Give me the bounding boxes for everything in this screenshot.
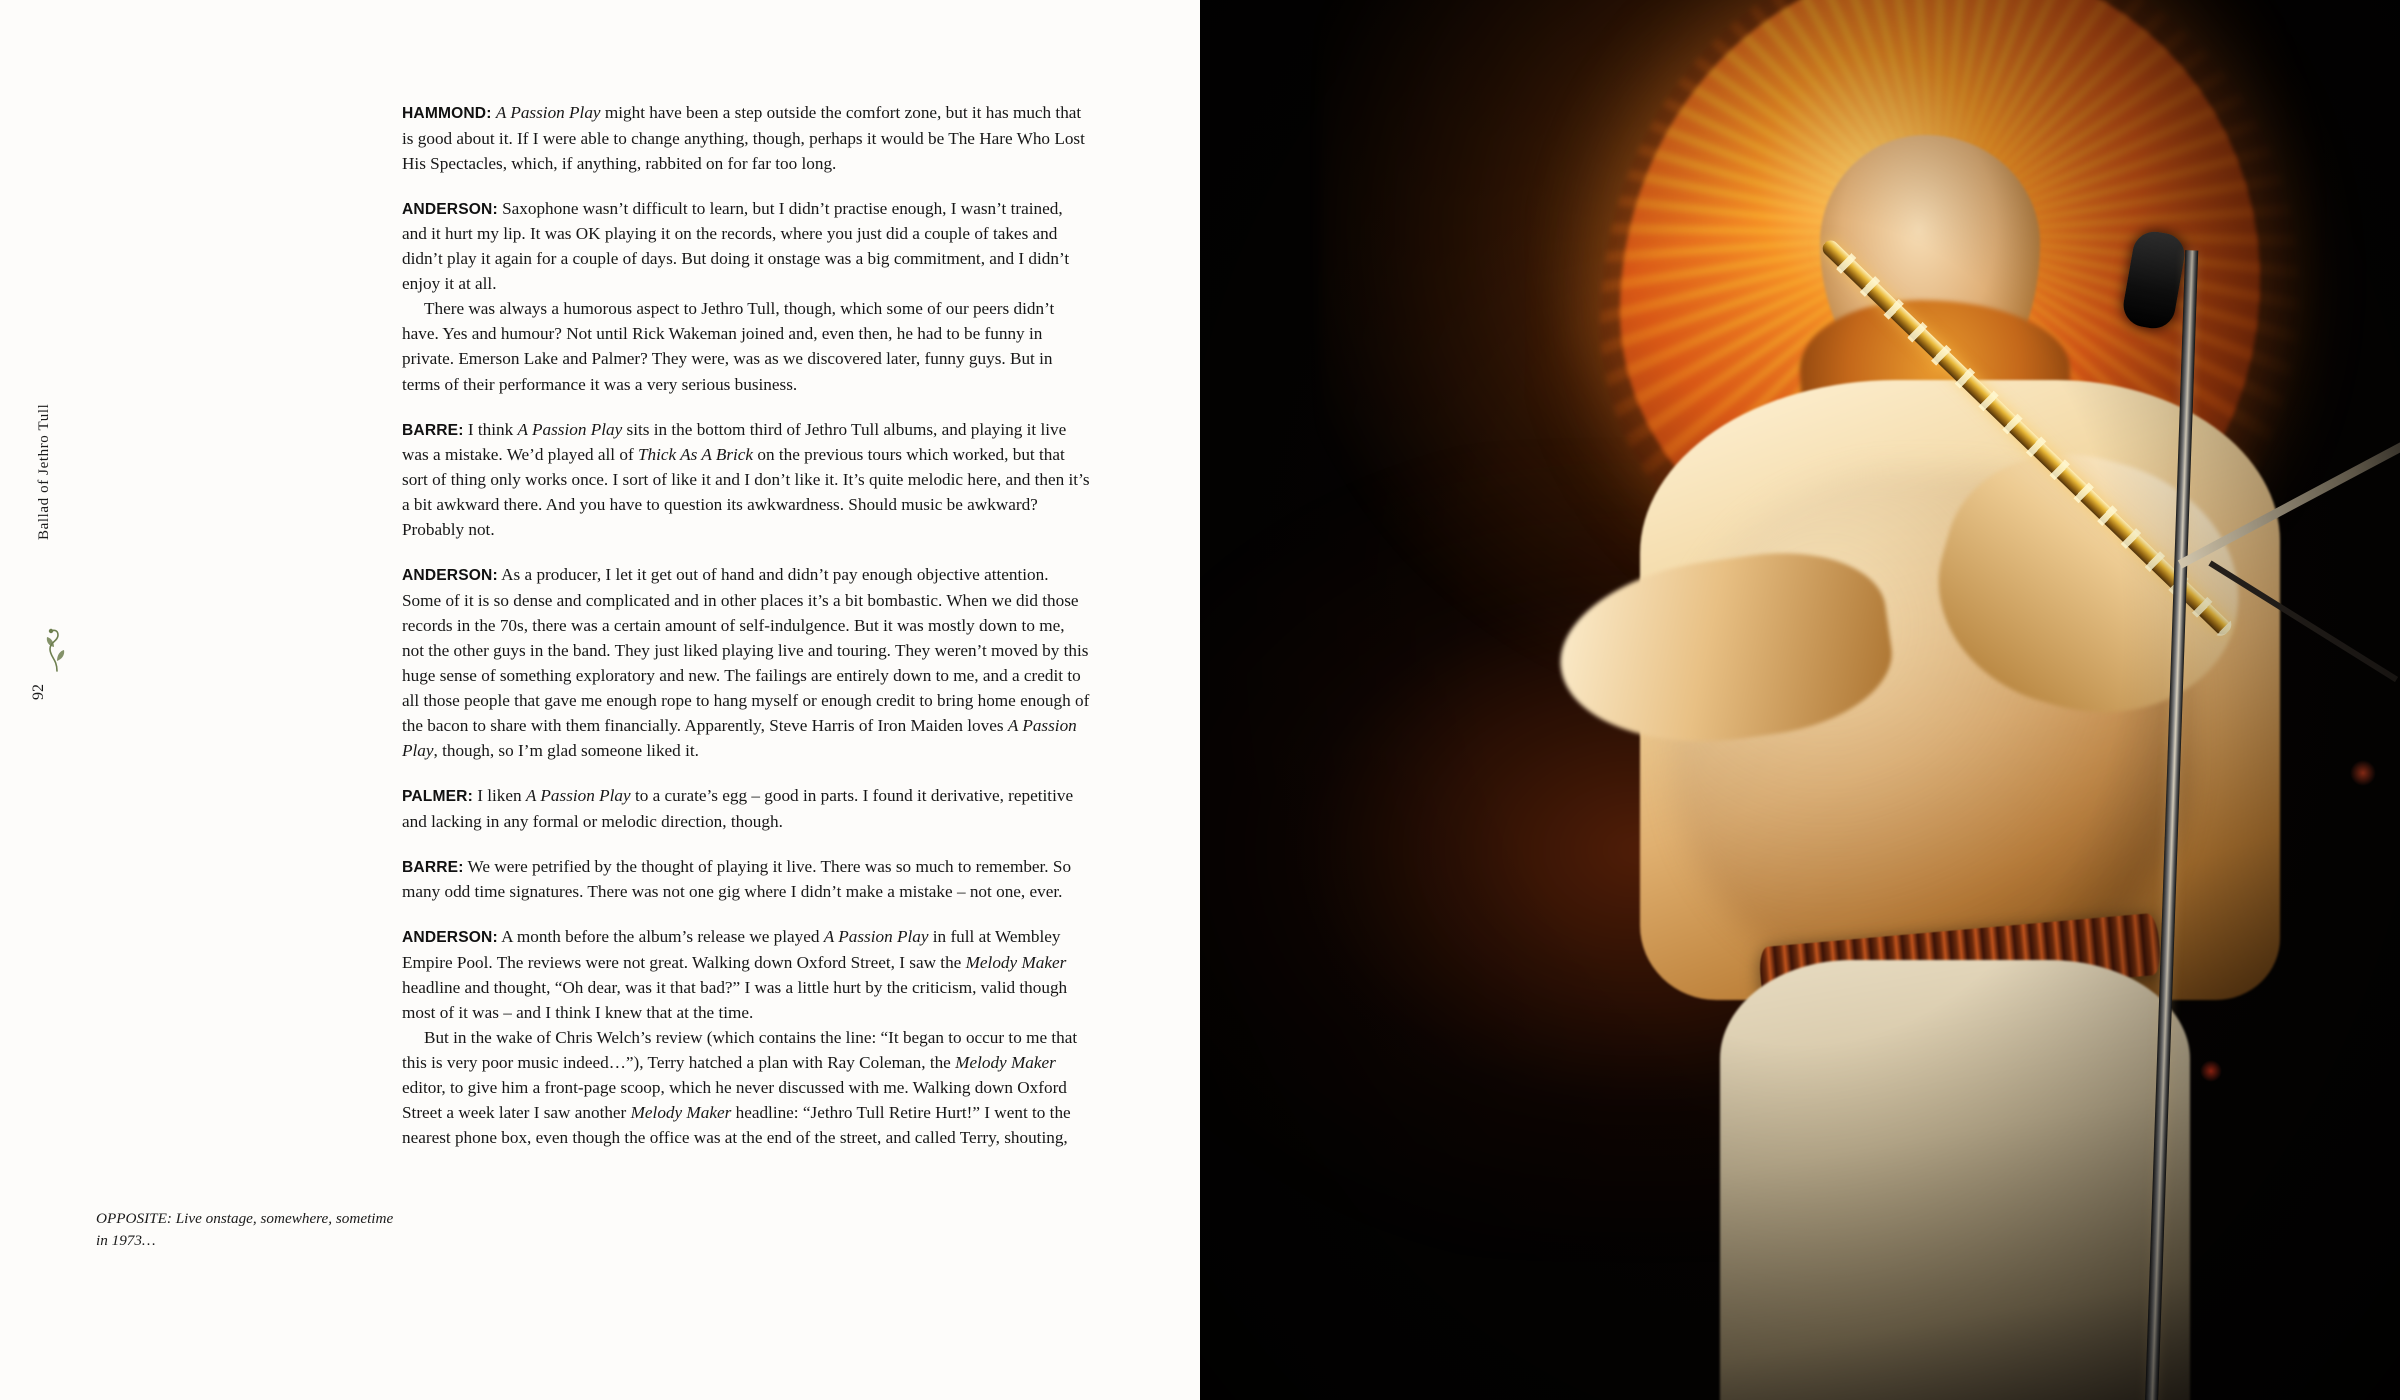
paragraph-text: There was always a humorous aspect to Jethro Tull, though, which some of our peers didn’t have. Yes and humour? Not until Rick Wakeman joined and, even then, he had to be funny in private. Emerson Lake and Palmer? They were, was as we discovered later, funny guys. But in terms of their performance it was a very serious business. — [402, 299, 1055, 394]
speaker-label: ANDERSON: — [402, 200, 498, 218]
paragraph-text: I liken A Passion Play to a curate’s egg – good in parts. I found it derivative, repetitive and lacking in any formal or melodic direction, though. — [402, 786, 1074, 831]
photo-caption: OPPOSITE: Live onstage, somewhere, sometime in 1973… — [96, 1210, 394, 1249]
paragraph-text: A month before the album’s release we played A Passion Play in full at Wembley Empire Pool. The reviews were not great. Walking down Oxford Street, I saw the Melody Maker headline and thought, “Oh dear, was it that bad?” I was a little hurt by the criticism, valid though most of it was – and I think I knew that at the time. — [402, 927, 1068, 1023]
speaker-label: ANDERSON: — [402, 929, 498, 947]
lens-flare — [2350, 760, 2376, 786]
speaker-label: HAMMOND: — [402, 105, 492, 122]
paragraph-text: But in the wake of Chris Welch’s review (which contains the line: “It began to occur to me that this is very poor music indeed…”), Terry hatched a plan with Ray Coleman, the Melody Maker editor, to give him a front-page scoop, which he never discussed with me. Walking down Oxford Street a week later I saw another Melody Maker headline: “Jethro Tull Retire Hurt!” I went to the nearest phone box, even though the office was at the end of the street, and called Terry, shouting, — [402, 1028, 1078, 1148]
performer-trousers — [1720, 960, 2190, 1400]
paragraph-barre-2 — [402, 854, 1090, 905]
paragraph-anderson-3-cont — [402, 1025, 1090, 1150]
speaker-label: ANDERSON: — [402, 567, 498, 585]
paragraph-anderson-2 — [402, 562, 1090, 763]
running-head: Ballad of Jethro Tull — [36, 403, 52, 540]
paragraph-hammond-1 — [402, 100, 1090, 176]
body-text-column — [402, 100, 1090, 1170]
page-number: 92 — [30, 684, 47, 700]
speaker-label: BARRE: — [402, 421, 464, 439]
paragraph-text: We were petrified by the thought of playing it live. There was so much to remember. So many odd time signatures. There was not one gig where I didn’t make a mistake – not one, ever. — [402, 856, 1072, 902]
paragraph-text: I think A Passion Play sits in the bottom third of Jethro Tull albums, and playing it live was a mistake. We’d played all of Thick As A Brick on the previous tours which worked, but that sort of thing only works once. I sort of like it and I don’t like it. It’s quite melodic here, and then it’s a bit awkward there. And you have to question its awkwardness. Should music be awkward? Probably not. — [402, 419, 1090, 540]
paragraph-text: Saxophone wasn’t difficult to learn, but I didn’t practise enough, I wasn’t trained, and it hurt my lip. It was OK playing it on the records, where you just did a couple of takes and didn’t play it again for a couple of days. But doing it onstage was a big commitment, and I didn’t enjoy it at all. — [402, 198, 1070, 294]
paragraph-anderson-1-cont — [402, 296, 1090, 396]
paragraph-text: A Passion Play might have been a step outside the comfort zone, but it has much that is good about it. If I were able to change anything, though, perhaps it would be The Hare Who Lost His Spectacles, which, if anything, rabbited on for far too long. — [402, 103, 1085, 173]
speaker-label: BARRE: — [402, 858, 464, 876]
paragraph-barre-1 — [402, 417, 1090, 543]
right-photo-page — [1200, 0, 2400, 1400]
paragraph-anderson-1 — [402, 196, 1090, 297]
paragraph-anderson-3 — [402, 924, 1090, 1025]
speaker-label: PALMER: — [402, 788, 473, 806]
stage-photograph — [1200, 0, 2400, 1400]
paragraph-text: As a producer, I let it get out of hand and didn’t pay enough objective attention. Some of it is so dense and complicated and in other places it’s a bit bombastic. When we did those records in the 70s, there was a certain amount of self-indulgence. But it was mostly down to me, not the other guys in the band. They just liked playing live and touring. They weren’t moved by this huge sense of something exploratory and new. The failings are entirely down to me, and a credit to all those people that gave me enough rope to hang myself or enough credit to bring home enough of the bacon to share with them financially. Apparently, Steve Harris of Iron Maiden loves A Passion Play, though, so I’m glad someone liked it. — [402, 565, 1090, 761]
lens-flare — [2200, 1060, 2222, 1082]
paragraph-palmer-1 — [402, 783, 1090, 834]
